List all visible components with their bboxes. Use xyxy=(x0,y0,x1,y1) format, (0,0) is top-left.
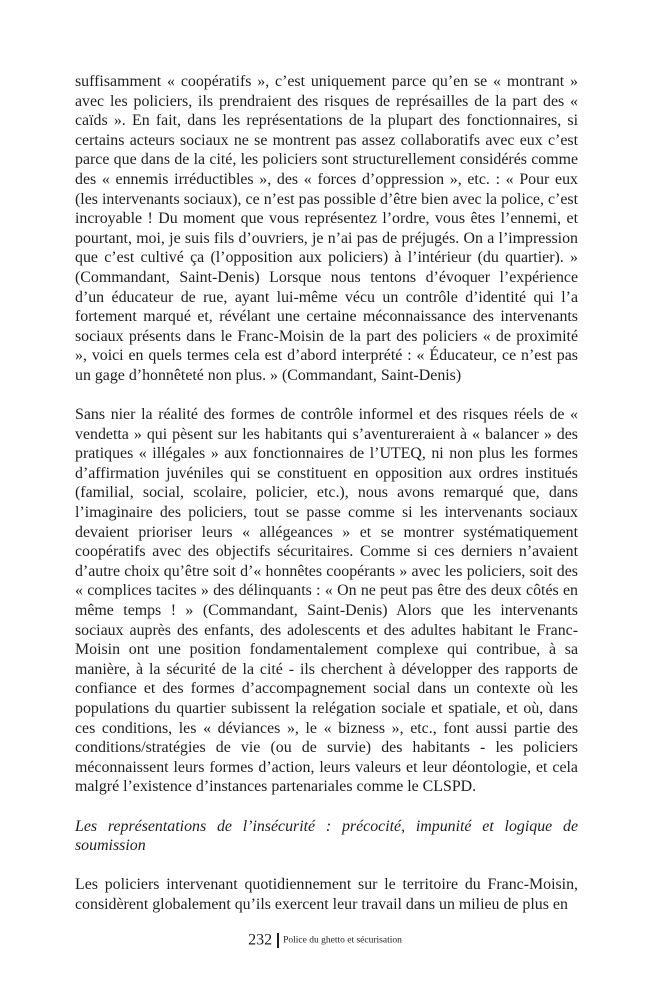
page-number: 232 xyxy=(248,931,273,949)
page-footer xyxy=(0,931,650,949)
running-title: Police du ghetto et sécurisation xyxy=(283,935,402,946)
section-heading: Les représentations de l’insécurité : précocité, impunité et logique de soumission xyxy=(75,817,578,855)
footer-divider xyxy=(277,933,279,948)
paragraph-2: Sans nier la réalité des formes de contrôle informel et des risques réels de « vendetta » qui pèsent sur les habitants qui s’aventureraient à « balancer » des pratiques « illégales » aux fonctionnaires de l’UTEQ, ni non plus les formes d’affirmation juvéniles qui se constituent en opposition aux ordres institués (familial, social, scolaire, policier, etc.), nous avons remarqué que, dans l’imaginaire des policiers, tout se passe comme si les intervenants sociaux devaient prioriser leurs « allégeances » et se montrer systématiquement coopératifs avec des objectifs sécuritaires. Comme si ces derniers n’avaient d’autre choix qu’être soit d’« honnêtes coopérants » avec les policiers, soit des « complices tacites » des délinquants : « On ne peut pas être des deux côtés en même temps ! » (Commandant, Saint-Denis) Alors que les intervenants sociaux auprès des enfants, des adolescents et des adultes habitant le Franc-Moisin ont une position fondamentalement complexe qui contribue, à sa manière, à la sécurité de la cité - ils cherchent à développer des rapports de confiance et des formes d’accompagnement social dans un contexte où les populations du quartier subissent la relégation sociale et spatiale, et où, dans ces conditions, les « déviances », le « bizness », etc., font aussi partie des conditions/stratégies de vie (ou de survie) des habitants - les policiers méconnaissent leurs formes d’action, leurs valeurs et leur déontologie, et cela malgré l’existence d’instances partenariales comme le CLSPD. xyxy=(75,406,578,796)
page-body xyxy=(75,72,578,915)
paragraph-3: Les policiers intervenant quotidiennement sur le territoire du Franc-Moisin, considèrent globalement qu’ils exercent leur travail dans un milieu de plus en xyxy=(75,876,578,913)
paragraph-1: suffisamment « coopératifs », c’est uniquement parce qu’en se « montrant » avec les policiers, ils prendraient des risques de représailles de la part des « caïds ». En fait, dans les représentations de la plupart des fonctionnaires, si certains acteurs sociaux ne se montrent pas assez collaboratifs avec eux c’est parce que dans de la cité, les policiers sont structurellement considérés comme des « ennemis irréductibles », des « forces d’oppression », etc. : « Pour eux (les intervenants sociaux), ce n’est pas possible d’être bien avec la police, c’est incroyable ! Du moment que vous représentez l’ordre, vous êtes l’ennemi, et pourtant, moi, je suis fils d’ouvriers, je n’ai pas de préjugés. On a l’impression que c’est cultivé ça (l’opposition aux policiers) à l’intérieur (du quartier). » (Commandant, Saint-Denis) Lorsque nous tentons d’évoquer l’expérience d’un éducateur de rue, ayant lui-même vécu un contrôle d’identité qui l’a fortement marqué et, révélant une certaine méconnaissance des intervenants sociaux présents dans le Franc-Moisin de la part des policiers « de proximité », voici en quels termes cela est d’abord interprété : « Éducateur, ce n’est pas un gage d’honnêteté non plus. » (Commandant, Saint-Denis) xyxy=(75,73,578,384)
